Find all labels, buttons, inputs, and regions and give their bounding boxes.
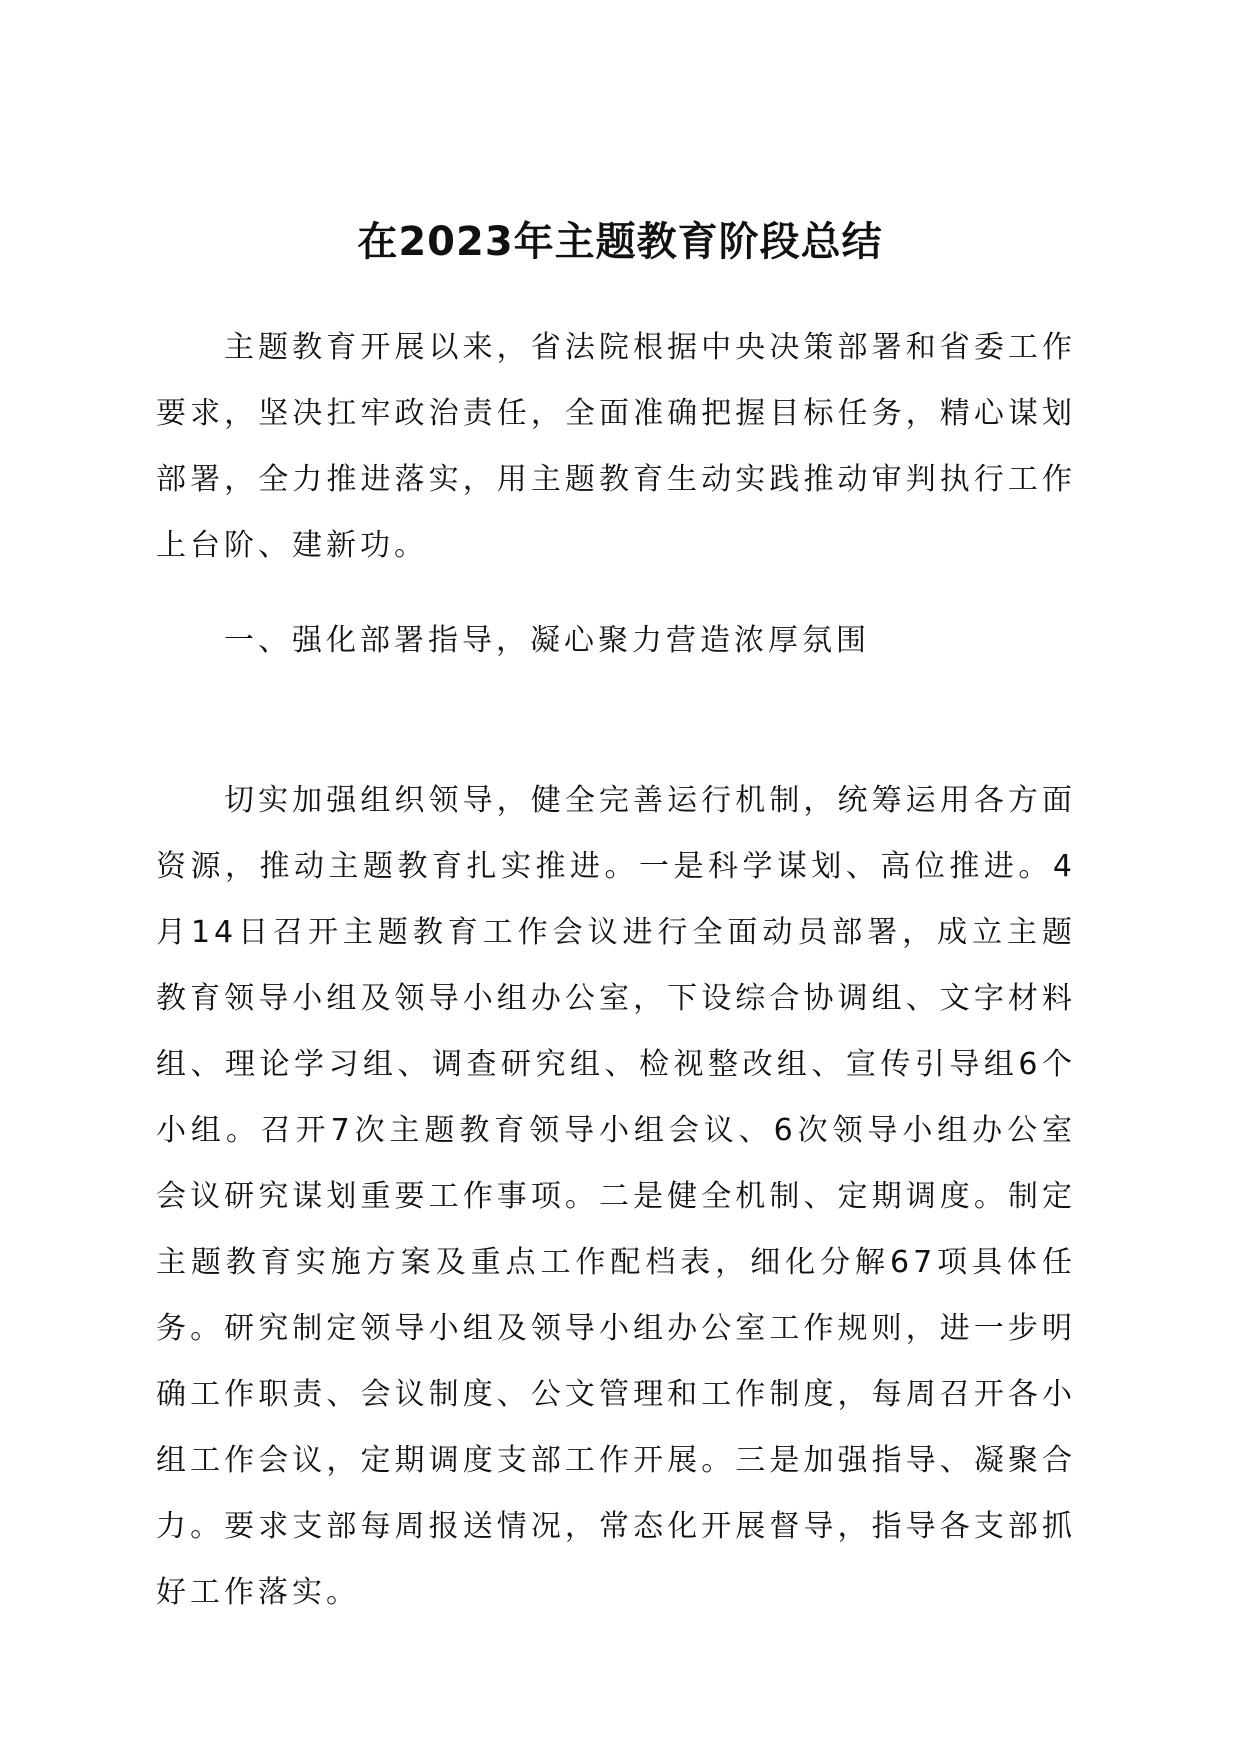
section-body-paragraph: 切实加强组织领导，健全完善运行机制，统筹运用各方面资源，推动主题教育扎实推进。一是科学谋划、高位推进。4月14日召开主题教育工作会议进行全面动员部署，成立主题教育领导小组及领导小组办公室，下设综合协调组、文字材料组、理论学习组、调查研究组、检视整改组、宣传引导组6个小组。召开7次主题教育领导小组会议、6次领导小组办公室会议研究谋划重要工作事项。二是健全机制、定期调度。制定主题教育实施方案及重点工作配档表，细化分解67项具体任务。研究制定领导小组及领导小组办公室工作规则，进一步明确工作职责、会议制度、公文管理和工作制度，每周召开各小组工作会议，定期调度支部工作开展。三是加强指导、凝聚合力。要求支部每周报送情况，常态化开展督导，指导各支部抓好工作落实。: [156, 783, 1076, 1610]
section-heading: 一、强化部署指导，凝心聚力营造浓厚氛围: [224, 623, 870, 658]
intro-paragraph: 主题教育开展以来，省法院根据中央决策部署和省委工作要求，坚决扛牢政治责任，全面准确把握目标任务，精心谋划部署，全力推进落实，用主题教育生动实践推动审判执行工作上台阶、建新功。: [156, 330, 1076, 563]
document-title: 在2023年主题教育阶段总结: [357, 219, 883, 265]
